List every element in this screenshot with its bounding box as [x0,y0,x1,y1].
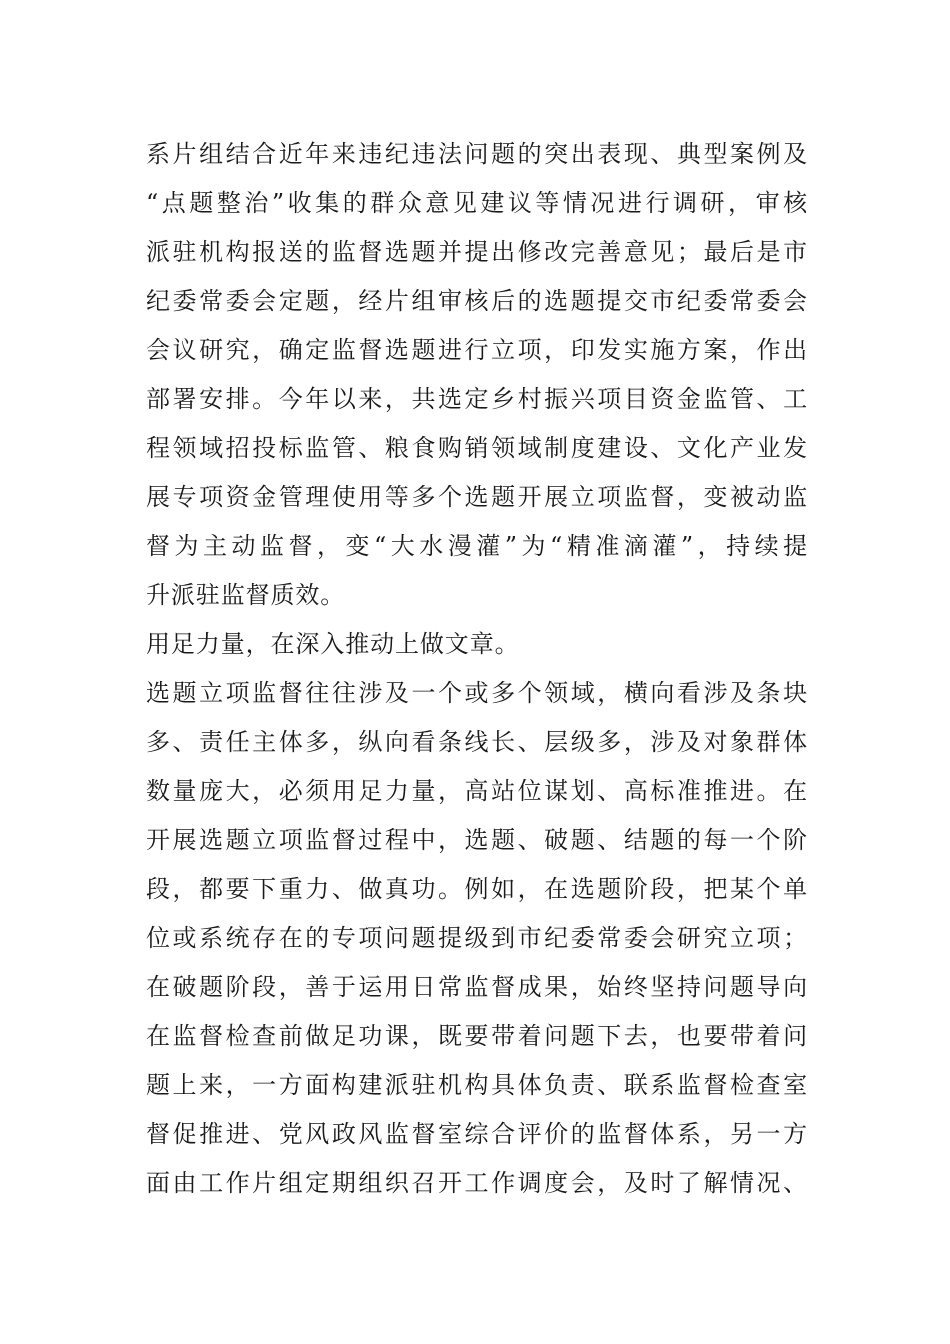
text-line: 系片组结合近年来违纪违法问题的突出表现、典型案例及 [146,140,808,168]
text-line: 位或系统存在的专项问题提级到市纪委常委会研究立项； [146,924,808,952]
text-line: 会议研究，确定监督选题进行立项，印发实施方案，作出 [146,336,808,364]
heading-line: 用足力量，在深入推动上做文章。 [146,630,520,658]
text-line: 纪委常委会定题，经片组审核后的选题提交市纪委常委会 [146,287,808,315]
text-line: 选题立项监督往往涉及一个或多个领域，横向看涉及条块 [146,679,808,707]
text-line: 开展选题立项监督过程中，选题、破题、结题的每一个阶 [146,826,808,854]
body-paragraph-2 [146,669,808,1208]
text-line: 展专项资金管理使用等多个选题开展立项监督，变被动监 [146,483,808,511]
text-line: 督促推进、党风政风监督室综合评价的监督体系，另一方 [146,1120,808,1148]
text-line: 数量庞大，必须用足力量，高站位谋划、高标准推进。在 [146,777,808,805]
text-line: 在破题阶段，善于运用日常监督成果，始终坚持问题导向 [146,973,808,1001]
text-line: 在监督检查前做足功课，既要带着问题下去，也要带着问 [146,1022,808,1050]
text-line: 派驻机构报送的监督选题并提出修改完善意见；最后是市 [146,238,808,266]
text-line: 升派驻监督质效。 [146,581,346,609]
text-line: 部署安排。今年以来，共选定乡村振兴项目资金监管、工 [146,385,808,413]
section-heading [146,620,808,669]
body-paragraph-1 [146,130,808,620]
text-line: “点题整治”收集的群众意见建议等情况进行调研，审核 [146,189,808,217]
text-line: 题上来，一方面构建派驻机构具体负责、联系监督检查室 [146,1071,808,1099]
text-line: 面由工作片组定期组织召开工作调度会，及时了解情况、 [146,1169,808,1197]
text-line: 段，都要下重力、做真功。例如，在选题阶段，把某个单 [146,875,808,903]
text-line: 多、责任主体多，纵向看条线长、层级多，涉及对象群体 [146,728,808,756]
text-line: 程领域招投标监管、粮食购销领域制度建设、文化产业发 [146,434,808,462]
text-line: 督为主动监督，变“大水漫灌”为“精准滴灌”，持续提 [146,532,808,560]
